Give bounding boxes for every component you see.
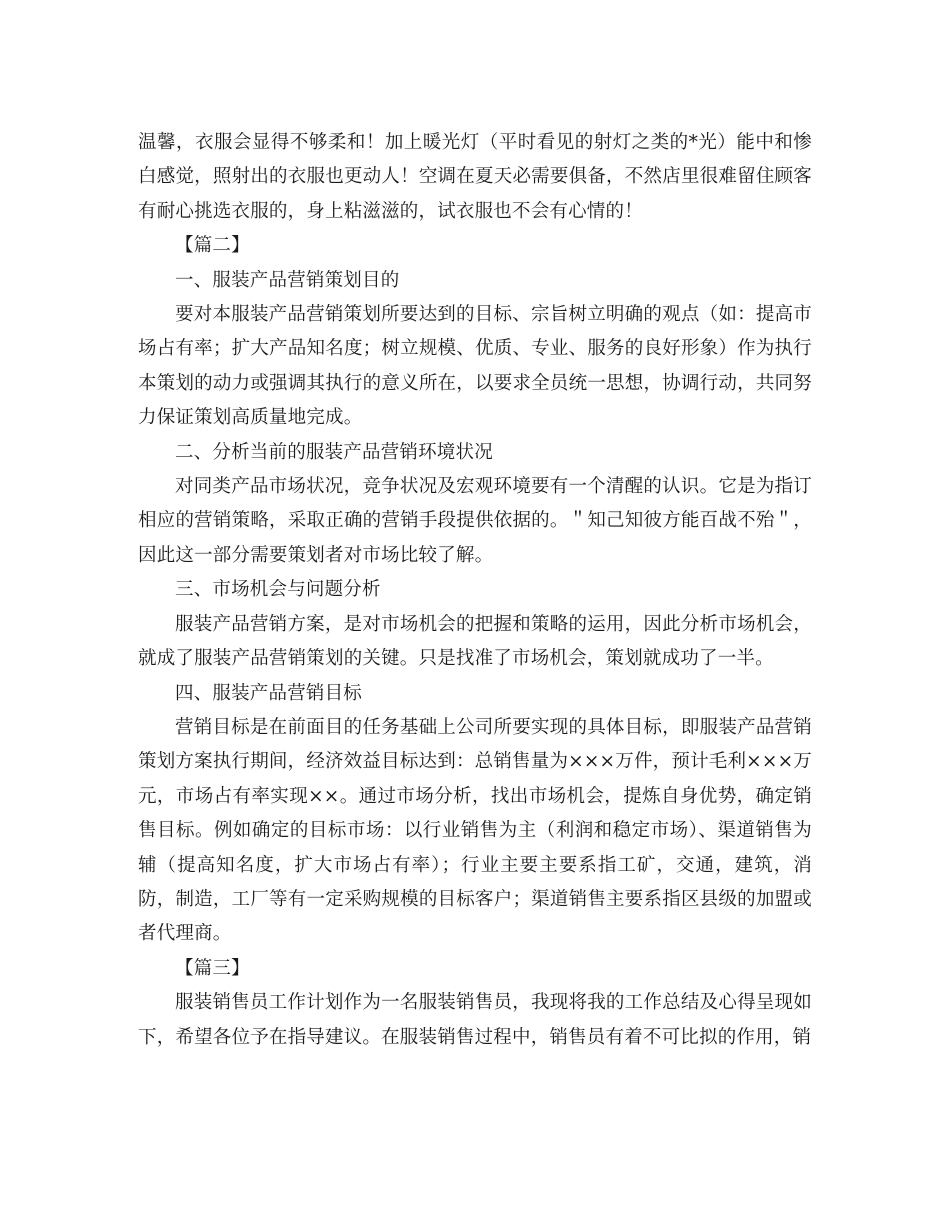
document-page [138, 126, 812, 1055]
paragraph-marketing-goals: 营销目标是在前面目的任务基础上公司所要实现的具体目标，即服装产品营销策划方案执行期间，经济效益目标达到：总销售量为×××万件，预计毛利×××万元，市场占有率实现××。通过市场分析，找出市场机会，提炼自身优势，确定销售目标。例如确定的目标市场：以行业销售为主（利润和稳定市场）、渠道销售为辅（提高知名度，扩大市场占有率）；行业主要主要系指工矿，交通，建筑，消防，制造，工厂等有一定采购规模的目标客户；渠道销售主要系指区县级的加盟或者代理商。 [138, 716, 812, 945]
paragraph-marketing-purpose: 要对本服装产品营销策划所要达到的目标、宗旨树立明确的观点（如：提高市场占有率；扩大产品知名度；树立规模、优质、专业、服务的良好形象）作为执行本策划的动力或强调其执行的意义所在，以要求全员统一思想，协调行动，共同努力保证策划高质量地完成。 [138, 304, 812, 429]
section-title-part-three: 【篇三】 [175, 957, 250, 979]
paragraph-market-environment: 对同类产品市场状况，竞争状况及宏观环境要有一个清醒的认识。它是为指订相应的营销策略，采取正确的营销手段提供依据的。＂知己知彼方能百战不殆＂，因此这一部分需要策划者对市场比较了解。 [138, 476, 812, 566]
heading-marketing-goals: 四、服装产品营销目标 [175, 682, 363, 704]
heading-opportunity-analysis: 三、市场机会与问题分析 [175, 579, 381, 601]
paragraph-sales-plan: 服装销售员工作计划作为一名服装销售员，我现将我的工作总结及心得呈现如下，希望各位予在指导建议。在服装销售过程中，销售员有着不可比拟的作用，销 [138, 992, 812, 1048]
paragraph-opportunity-analysis: 服装产品营销方案，是对市场机会的把握和策略的运用，因此分析市场机会，就成了服装产品营销策划的关键。只是找准了市场机会，策划就成功了一半。 [138, 613, 812, 670]
heading-marketing-purpose: 一、服装产品营销策划目的 [175, 269, 400, 291]
paragraph-intro-continued: 温馨，衣服会显得不够柔和！加上暖光灯（平时看见的射灯之类的*光）能中和惨白感觉，照射出的衣服也更动人！空调在夏天必需要俱备，不然店里很难留住顾客有耐心挑选衣服的，身上粘滋滋的，试衣服也不会有心情的！ [138, 132, 812, 222]
section-title-part-two: 【篇二】 [175, 235, 250, 257]
heading-market-environment: 二、分析当前的服装产品营销环境状况 [175, 441, 493, 463]
